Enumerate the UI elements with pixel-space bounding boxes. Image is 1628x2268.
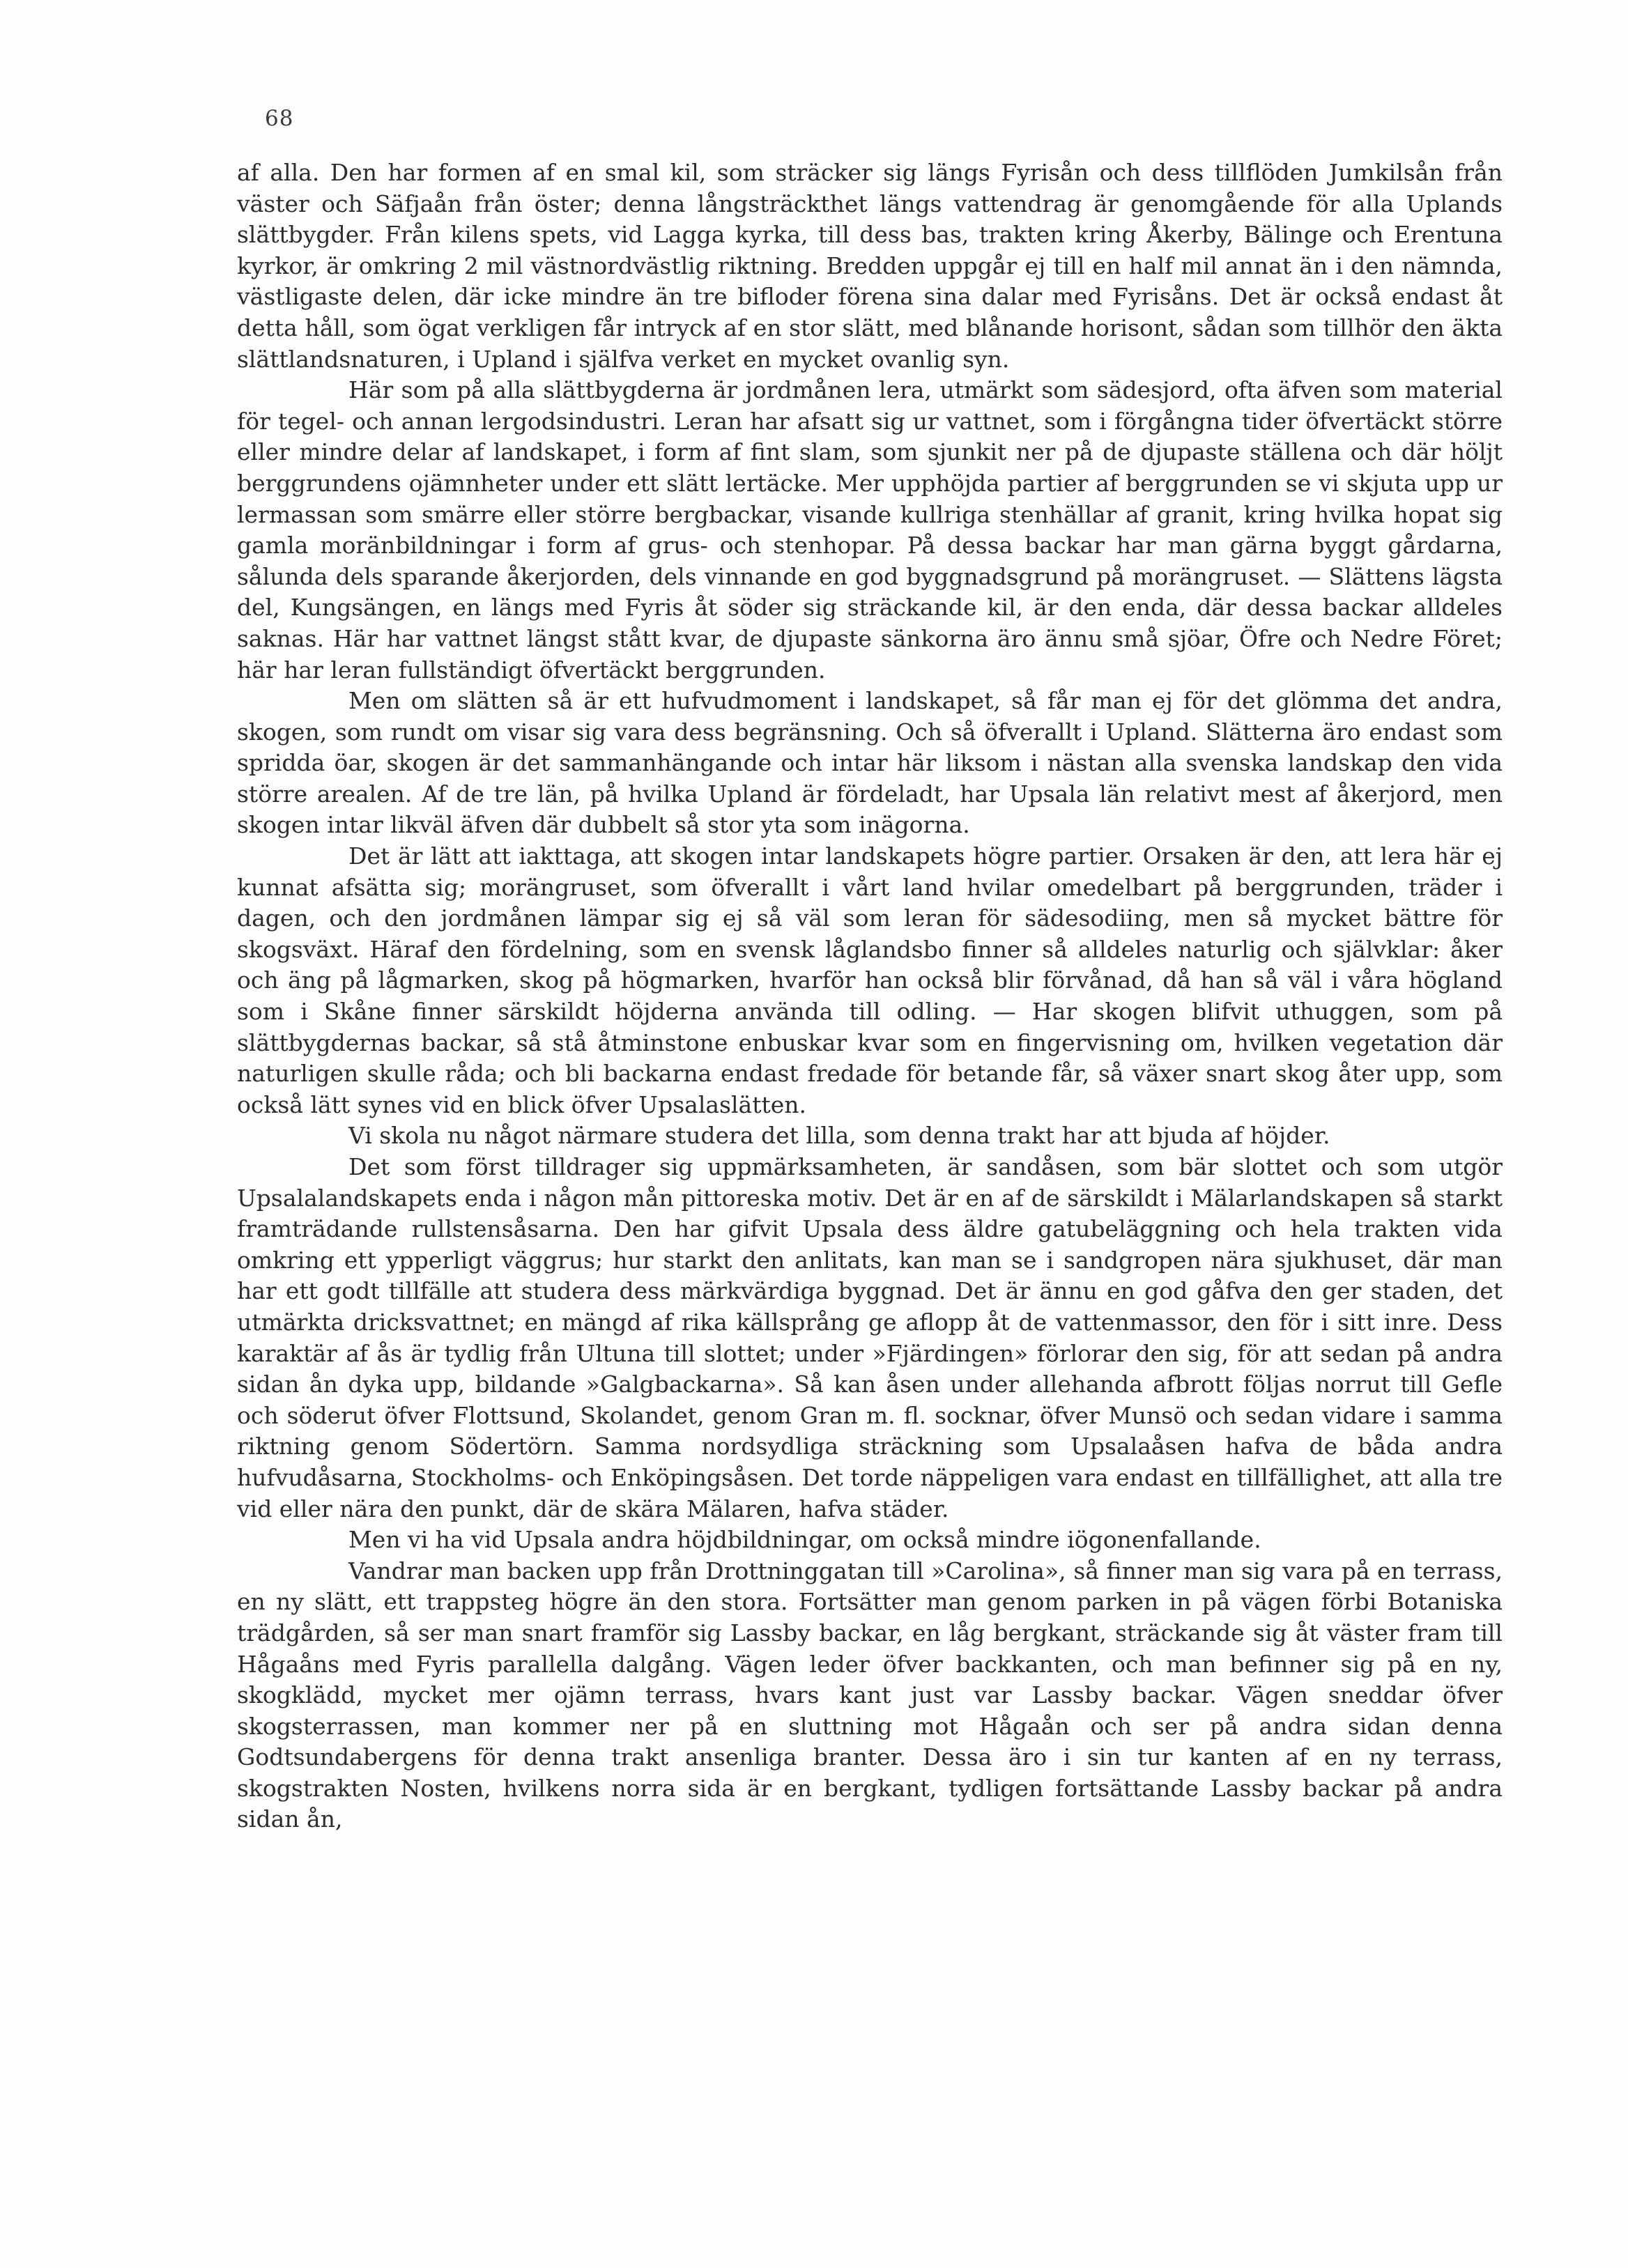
- paragraph: af alla. Den har formen af en smal kil, som sträcker sig längs Fyrisån och dess tillflöden Jumkilsån från väster och Säfjaån från öster; denna långsträckthet längs vattendrag är genomgående för alla Uplands slättbygder. Från kilens spets, vid Lagga kyrka, till dess bas, trakten kring Åkerby, Bälinge och Erentuna kyrkor, är omkring 2 mil västnordvästlig riktning. Bredden uppgår ej till en half mil annat än i den nämnda, västligaste delen, där icke mindre än tre bifloder förena sina dalar med Fyrisåns. Det är också endast åt detta håll, som ögat verkligen får intryck af en stor slätt, med blånande horisont, sådan som tillhör den äkta slättlandsnaturen, i Upland i själfva verket en mycket ovanlig syn.: [237, 159, 1503, 373]
- paragraph: Vi skola nu något närmare studera det lilla, som denna trakt har att bjuda af höjder.: [348, 1122, 1330, 1150]
- paragraph: Men om slätten så är ett hufvudmoment i landskapet, så får man ej för det glömma det andra, skogen, som rundt om visar sig vara dess begränsning. Och så öfverallt i Upland. Slätterna äro endast som spridda öar, skogen är det sammanhängande och intar här liksom i nästan alla svenska landskap den vida större arealen. Af de tre län, på hvilka Upland är fördeladt, har Upsala län relativt mest af åkerjord, men skogen intar likväl äfven där dubbelt så stor yta som inägorna.: [237, 687, 1503, 839]
- paragraph: Men vi ha vid Upsala andra höjdbildningar, om också mindre iögonenfallande.: [348, 1526, 1261, 1554]
- paragraph: Här som på alla slättbygderna är jordmånen lera, utmärkt som sädesjord, ofta äfven som material för tegel- och annan lergodsindustri. Leran har afsatt sig ur vattnet, som i förgångna tider öfvertäckt större eller mindre delar af landskapet, i form af fint slam, som sjunkit ner på de djupaste ställena och där höljt berggrundens ojämnheter under ett slätt lertäcke. Mer upphöjda partier af berggrunden se vi skjuta upp ur lermassan som smärre eller större bergbackar, visande kullriga stenhällar af granit, kring hvilka hopat sig gamla moränbildningar i form af grus- och stenhopar. På dessa backar har man gärna byggt gårdarna, sålunda dels sparande åkerjorden, dels vinnande en god byggnadsgrund på morängruset. — Slättens lägsta del, Kungsängen, en längs med Fyris åt söder sig sträckande kil, är den enda, där dessa backar alldeles saknas. Här har vattnet längst stått kvar, de djupaste sänkorna äro ännu små sjöar, Öfre och Nedre Föret; här har leran fullständigt öfvertäckt berggrunden.: [237, 376, 1503, 684]
- paragraph: Vandrar man backen upp från Drottninggatan till »Carolina», så finner man sig vara på en terrass, en ny slätt, ett trappsteg högre än den stora. Fortsätter man genom parken in på vägen förbi Botaniska trädgården, så ser man snart framför sig Lassby backar, en låg bergkant, sträckande sig åt väster fram till Hågaåns med Fyris parallella dalgång. Vägen leder öfver backkanten, och man befinner sig på en ny, skogklädd, mycket mer ojämn terrass, hvars kant just var Lassby backar. Vägen sneddar öfver skogsterrassen, man kommer ner på en sluttning mot Hågaån och ser på andra sidan denna Godtsundabergens för denna trakt ansenliga branter. Dessa äro i sin tur kanten af en ny terrass, skogstrakten Nosten, hvilkens norra sida är en bergkant, tydligen fortsättande Lassby backar på andra sidan ån,: [237, 1557, 1503, 1833]
- paragraph: Det är lätt att iakttaga, att skogen intar landskapets högre partier. Orsaken är den, att lera här ej kunnat afsätta sig; morängruset, som öfverallt i vårt land hvilar omedelbart på berggrunden, träder i dagen, och den jordmånen lämpar sig ej så väl som leran för sädesodiing, men så mycket bättre för skogsväxt. Häraf den fördelning, som en svensk låglandsbo finner så alldeles naturlig och självklar: åker och äng på lågmarken, skog på högmarken, hvarför han också blir förvånad, då han så väl i våra högland som i Skåne finner särskildt höjderna använda till odling. — Har skogen blifvit uthuggen, som på slättbygdernas backar, så stå åtminstone enbuskar kvar som en fingervisning om, hvilken vegetation där naturligen skulle råda; och bli backarna endast fredade för betande får, så växer snart skog åter upp, som också lätt synes vid en blick öfver Upsalaslätten.: [237, 842, 1503, 1118]
- body-text: [237, 157, 1503, 1835]
- page-number: 68: [265, 106, 294, 131]
- paragraph: Det som först tilldrager sig uppmärksamheten, är sandåsen, som bär slottet och som utgör Upsalalandskapets enda i någon mån pittoreska motiv. Det är en af de särskildt i Mälarlandskapen så starkt framträdande rullstensåsarna. Den har gifvit Upsala dess äldre gatubeläggning och hela trakten vida omkring ett ypperligt väggrus; hur starkt den anlitats, kan man se i sandgropen nära sjukhuset, där man har ett godt tillfälle att studera dess märkvärdiga byggnad. Det är ännu en god gåfva den ger staden, det utmärkta dricksvattnet; en mängd af rika källsprång ge aflopp åt de vattenmassor, den för i sitt inre. Dess karaktär af ås är tydlig från Ultuna till slottet; under »Fjärdingen» förlorar den sig, för att sedan på andra sidan ån dyka upp, bildande »Galgbackarna». Så kan åsen under allehanda afbrott följas norrut till Gefle och söderut öfver Flottsund, Skolandet, genom Gran m. fl. socknar, öfver Munsö och sedan vidare i samma riktning genom Södertörn. Samma nordsydliga sträckning som Upsalaåsen hafva de båda andra hufvudåsarna, Stockholms- och Enköpingsåsen. Det torde näppeligen vara endast en tillfällighet, att alla tre vid eller nära den punkt, där de skära Mälaren, hafva städer.: [237, 1153, 1503, 1522]
